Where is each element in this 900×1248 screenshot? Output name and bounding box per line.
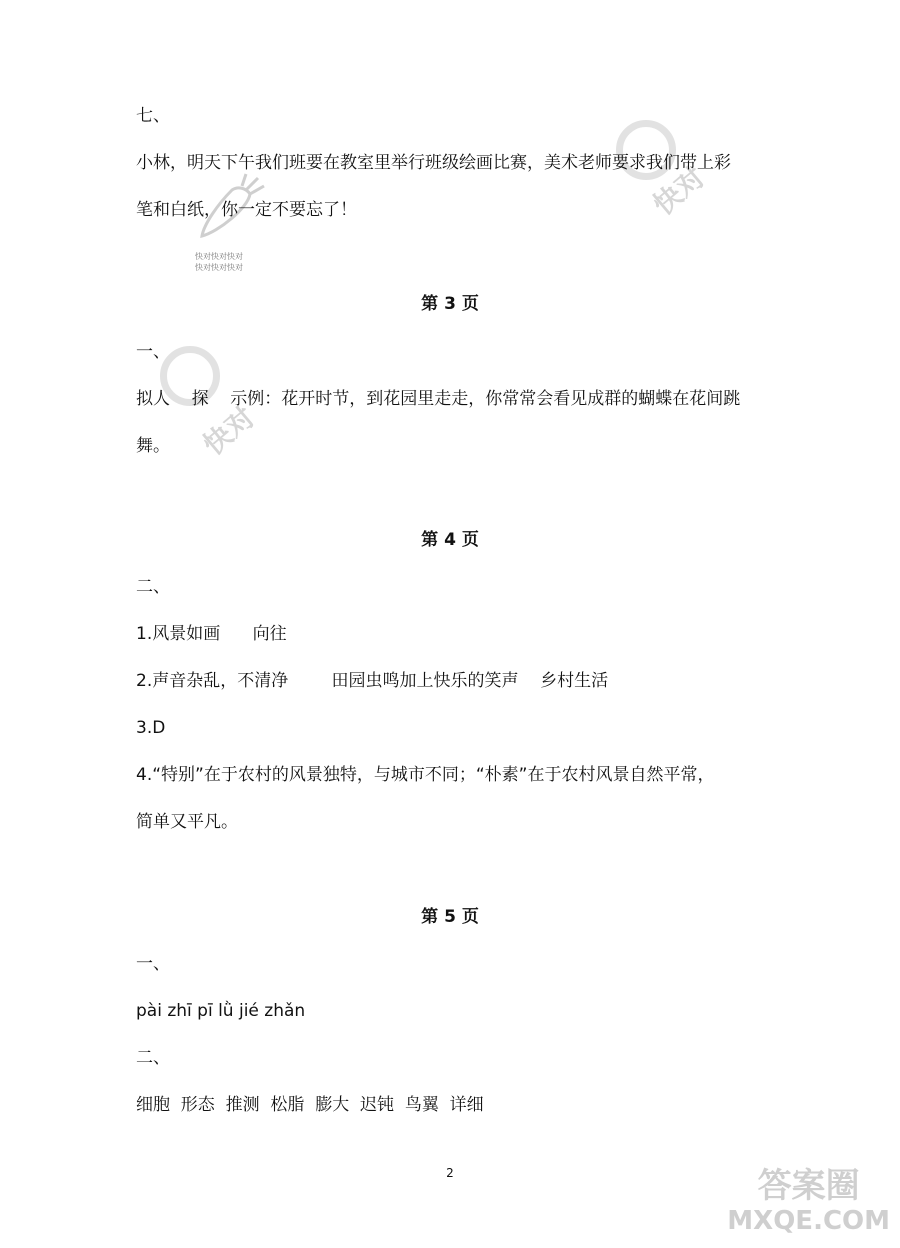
question-heading: 二、 [136, 1048, 170, 1068]
section-seven-heading: 七、 [136, 106, 170, 126]
corner-watermark-logo: 答案圈 MXQE.COM [727, 1166, 890, 1236]
answer-text: 简单又平凡。 [136, 812, 238, 832]
answer-text: 舞。 [136, 436, 170, 456]
watermark-text: 快对 [196, 400, 262, 462]
answer-text: 笔和白纸，你一定不要忘了！ [136, 200, 357, 220]
answer-text: 2.声音杂乱，不清净 田园虫鸣加上快乐的笑声 乡村生活 [136, 671, 609, 691]
question-heading: 一、 [136, 954, 170, 974]
page-5-title: 第 5 页 [421, 907, 479, 927]
answer-text: 小林，明天下午我们班要在教室里举行班级绘画比赛，美术老师要求我们带上彩 [136, 153, 731, 173]
answer-text: 拟人 探 示例：花开时节，到花园里走走，你常常会看见成群的蝴蝶在花间跳 [136, 389, 741, 409]
page-3-title: 第 3 页 [421, 294, 479, 314]
watermark-small-text: 快对快对快对 快对快对快对 [195, 252, 243, 272]
question-heading: 二、 [136, 577, 170, 597]
answer-text: 4.“特别”在于农村的风景独特，与城市不同；“朴素”在于农村风景自然平常， [136, 765, 715, 785]
page-number: 2 [446, 1166, 454, 1180]
pinyin-answer: pài zhī pī lǜ jié zhǎn [136, 1001, 306, 1021]
watermark-text: 快对 [646, 160, 712, 222]
page-4-title: 第 4 页 [421, 530, 479, 550]
answer-text: 3.D [136, 718, 166, 738]
answer-text: 细胞 形态 推测 松脂 膨大 迟钝 鸟翼 详细 [136, 1095, 484, 1115]
answer-text: 1.风景如画 向往 [136, 624, 287, 644]
question-heading: 一、 [136, 342, 170, 362]
